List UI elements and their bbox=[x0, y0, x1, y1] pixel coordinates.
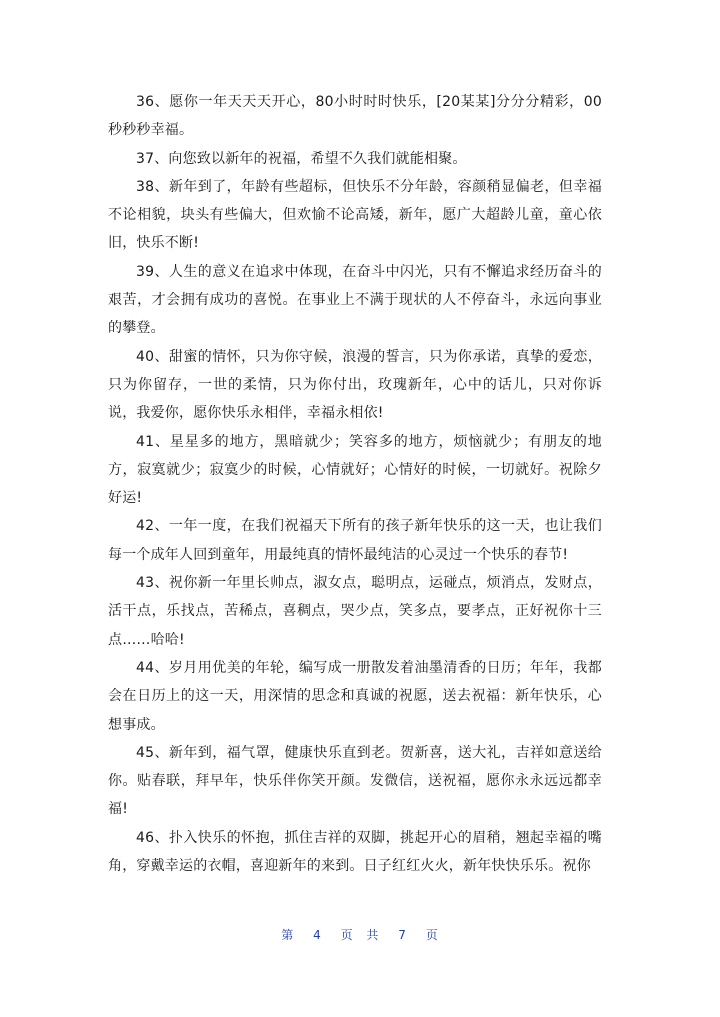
document-body bbox=[108, 88, 602, 880]
current-page-number: 4 bbox=[313, 928, 322, 942]
paragraph-38: 38、新年到了，年龄有些超标，但快乐不分年龄，容颜稍显偏老，但幸福不论相貌，块头有些偏大，但欢愉不论高矮，新年，愿广大超龄儿童，童心依旧，快乐不断! bbox=[108, 178, 602, 252]
paragraph-36: 36、愿你一年天天天开心，80小时时时快乐，[20某某]分分分精彩，00秒秒秒幸福。 bbox=[108, 94, 602, 139]
paragraph-37: 37、向您致以新年的祝福，希望不久我们就能相聚。 bbox=[136, 150, 467, 167]
paragraph-42: 42、一年一度，在我们祝福天下所有的孩子新年快乐的这一天，也让我们每一个成年人回到童年，用最纯真的情怀最纯洁的心灵过一个快乐的春节! bbox=[108, 518, 602, 563]
page-footer bbox=[0, 926, 720, 943]
paragraph-40: 40、甜蜜的情怀，只为你守候，浪漫的誓言，只为你承诺，真挚的爱恋，只为你留存，一世的柔情，只为你付出，玫瑰新年，心中的话儿，只对你诉说，我爱你，愿你快乐永相伴，幸福永相依! bbox=[108, 348, 602, 422]
paragraph-46: 46、扑入快乐的怀抱，抓住吉祥的双脚，挑起开心的眉稍，翘起幸福的嘴角，穿戴幸运的衣帽，喜迎新年的来到。日子红红火火，新年快快乐乐。祝你 bbox=[108, 829, 602, 875]
page-label-prefix: 第 bbox=[281, 928, 295, 942]
paragraph-43: 43、祝你新一年里长帅点，淑女点，聪明点，运碰点，烦消点，发财点，活干点，乐找点，苦稀点，喜稠点，哭少点，笑多点，要孝点，正好祝你十三点……哈哈! bbox=[108, 575, 602, 648]
paragraph-39: 39、人生的意义在追求中体现，在奋斗中闪光，只有不懈追求经历奋斗的艰苦，才会拥有成功的喜悦。在事业上不满于现状的人不停奋斗，永远向事业的攀登。 bbox=[108, 263, 602, 337]
paragraph-45: 45、新年到，福气罩，健康快乐直到老。贺新喜，送大礼，吉祥如意送给你。贴春联，拜早年，快乐伴你笑开颜。发微信，送祝福，愿你永永远远都幸福! bbox=[108, 744, 602, 818]
paragraph-44: 44、岁月用优美的年轮，编写成一册散发着油墨清香的日历；年年，我都会在日历上的这一天，用深情的思念和真诚的祝愿，送去祝福：新年快乐，心想事成。 bbox=[108, 659, 602, 733]
page-label-middle: 页 共 bbox=[340, 928, 380, 942]
paragraph-41: 41、星星多的地方，黑暗就少；笑容多的地方，烦恼就少；有朋友的地方，寂寞就少；寂寞少的时候，心情就好；心情好的时候，一切就好。祝除夕好运! bbox=[108, 433, 602, 507]
page-label-suffix: 页 bbox=[425, 928, 439, 942]
total-pages-number: 7 bbox=[398, 928, 407, 942]
